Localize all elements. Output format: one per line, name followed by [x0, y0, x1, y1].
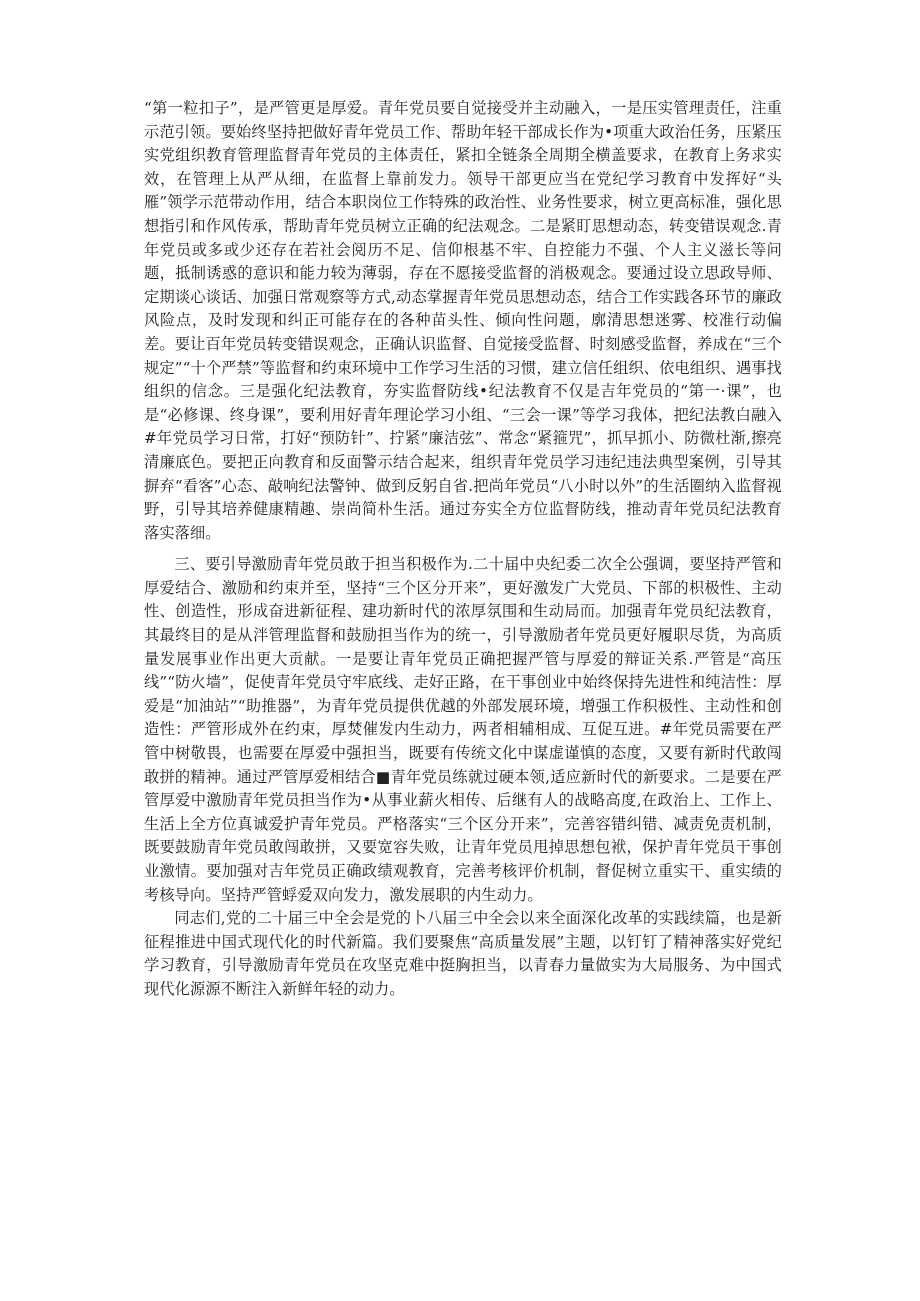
paragraph-continuation: “第一粒扣子”，是严管更是厚爱。青年党员要自觉接受并主动融入，一是压实管理责任，注重示范引领。要始终坚持把做好青年党员工作、帮助年轻干部成长作为•项重大政治任务，压紧压实党组织教育管理监督青年党员的主体责任，紧扣全链条全周期全横盖要求，在教育上务求实效，在管理上从严从细，在监督上靠前发力。领导干部更应当在党纪学习教育中发挥好“头雁”领学示范带动作用，结合本职岗位工作特殊的政治性、业务性要求，树立更高标准，强化思想指引和作风传承，帮助青年党员树立正确的纪法观念。二是紧盯思想动态，转变错误观念.青年党员或多或少还存在若社会阅历不足、信仰根基不牢、自控能力不强、个人主义滋长等问题，抵制诱惑的意识和能力较为薄弱，存在不愿接受监督的消极观念。要通过设立思政导师、定期谈心谈话、加强日常观察等方式,动态掌握青年党员思想动态，结合工作实践各环节的廉政风险点，及时发现和纠正可能存在的各种苗头性、倾向性问题，廓清思想迷雾、校准行动偏差。要让百年党员转变错误观念，正确认识监督、自觉接受监督、时刻感受监督，养成在“三个规定”“十个严禁”等监督和约束环境中工作学习生活的习惯，建立信任组织、依电组织、遇事找组织的信念。三是强化纪法教育，夯实监督防线•纪法教育不仅是吉年党员的“第一·课”，也是“必修课、终身课”，要利用好青年理论学习小组、“三会一课”等学习我体，把纪法教白融入#年党员学习日常，打好“预防针”、拧紧“廉洁弦”、常念“紧箍咒”，抓早抓小、防微杜渐,擦亮清廉底色。要把正向教育和反面警示结合起来，组织青年党员学习违纪违法典型案例，引导其摒弃“看客”心态、敲响纪法警钟、做到反躬自省.把尚年党员“八小时以外”的生活圈纳入监督视野，引导其培养健康精趣、崇尚简朴生活。通过夯实全方位监督防线，推动青年党员纪法教育落实落细。: [144, 99, 782, 542]
paragraph-closing: 同志们,党的二十届三中全会是党的卜八届三中全会以来全面深化改革的实践续篇，也是新征程推进中国式现代化的时代新篇。我们要聚焦“高质量发展”主题，以钉钉了精神落实好党纪学习教育，引导激励青年党员在攻坚克难中挺胸担当，以青春力量做实为大局服务、为中国式现代化源源不断注入新鲜年轻的动力。: [144, 909, 782, 998]
document-body: [144, 97, 782, 1002]
paragraph-section-three: 三、要引导激励青年党员敢于担当积极作为.二十届中央纪委二次全公强调，要坚持严管和厚爱结合、激励和约束并至，坚持“三个区分开来”，更好激发广大党员、下部的枳极性、主动性、创造性，形成奋进新征程、建功新时代的浓厚氛围和生动局而。加强青年党员纪法教育，其最终目的是从泮管理监督和鼓励担当作为的统一，引导激励者年党员更好履职尽货，为高质量发展事业作出更大贡献。一是要让青年党员正确把握严管与厚爱的辩证关系.严管是“高压线”“防火墙”，促使青年党员守牢底线、走好正路，在干事创业中始终保持先进性和纯洁性：厚爱是“加油站”“助推器”，为青年党员提供优越的外部发展环境，增强工作积极性、主动性和创造性：严管形成外在约束，厚焚催发内生动力，两者相辅相成、互促互进。#年党员需要在严管中树敬畏，也需要在厚爱中强担当，既要有传统文化中谋虚谨慎的态度，又要有新时代敢闯敢拼的精神。通过严管厚爱相结合■青年党员练就过硬本领,适应新时代的新要求。二是要在严管厚爱中激励青年党员担当作为•从事业薪火相传、后继有人的战略高度,在政治上、工作上、生活上全方位真诚爱护青年党员。严格落实“三个区分开来”，完善容错纠错、减责免责机制，既要鼓励青年党员敢闯敢拼，又要宽容失败，让青年党员甩掉思想包袱，保护青年党员干事创业激情。要加强对吉年党员正确政绩观教育，完善考核评价机制，督促树立重实干、重实绩的考核导向。坚持严管蜉爱双向发力，激发展职的内生动力。: [144, 555, 782, 904]
